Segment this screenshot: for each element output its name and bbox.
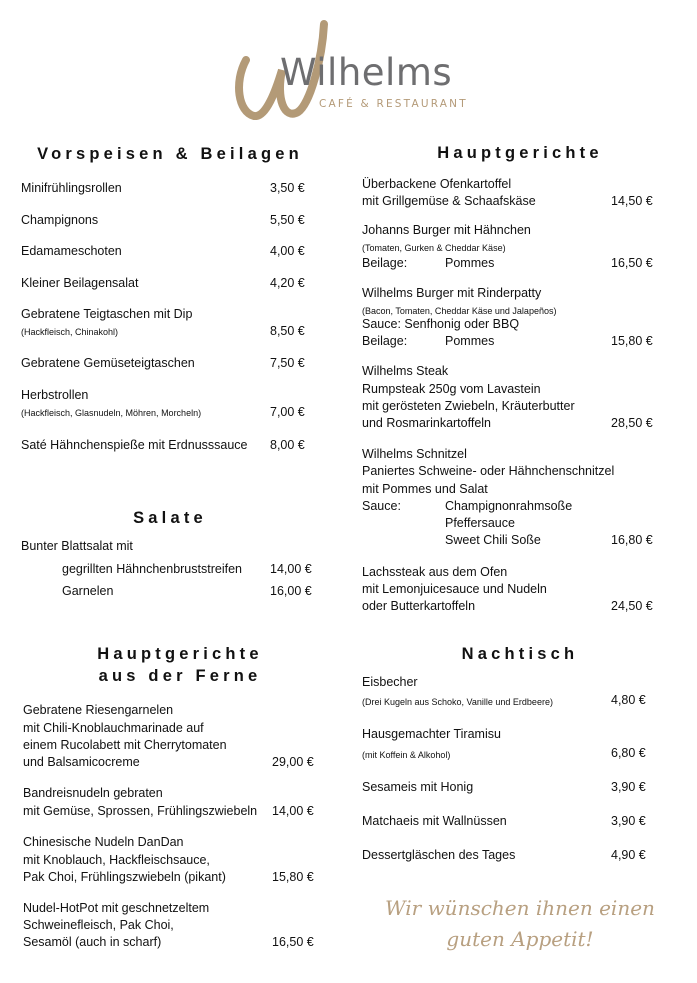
salad-name: Garnelen xyxy=(62,584,114,598)
starter-name: Gebratene Gemüseteigtaschen xyxy=(21,356,195,370)
main-sauce-label: Sauce: xyxy=(362,499,401,513)
far-main-line: Bandreisnudeln gebraten xyxy=(23,786,163,800)
starter-name: Herbstrollen xyxy=(21,388,89,402)
dessert-price: 3,90 € xyxy=(611,814,646,828)
far-main-price: 29,00 € xyxy=(272,755,314,769)
starter-price: 4,20 € xyxy=(270,276,305,290)
starter-price: 4,00 € xyxy=(270,244,305,258)
dessert-price: 4,80 € xyxy=(611,693,646,707)
closing-line1: Wir wünschen ihnen einen xyxy=(385,896,655,920)
dessert-price: 6,80 € xyxy=(611,746,646,760)
heading-far-mains-line1: Hauptgerichte xyxy=(97,645,263,663)
brand-logo xyxy=(232,20,482,120)
main-line: Rumpsteak 250g vom Lavastein xyxy=(362,382,541,396)
main-sauce-option: Champignonrahmsoße xyxy=(445,499,573,513)
far-main-price: 15,80 € xyxy=(272,870,314,884)
main-note: (Tomaten, Gurken & Cheddar Käse) xyxy=(362,243,506,253)
logo-wordmark: Wilhelms xyxy=(280,51,453,94)
dessert-note: (mit Koffein & Alkohol) xyxy=(362,750,451,760)
main-price: 16,50 € xyxy=(611,256,653,270)
main-line: mit Grillgemüse & Schaafskäse xyxy=(362,194,536,208)
starter-name: Champignons xyxy=(21,213,99,227)
salad-intro: Bunter Blattsalat mit xyxy=(21,539,133,553)
far-main-line: Gebratene Riesengarnelen xyxy=(23,703,174,717)
starter-name: Edamameschoten xyxy=(21,244,122,258)
main-note: (Bacon, Tomaten, Cheddar Käse und Jalapeños) xyxy=(362,306,557,316)
main-price: 28,50 € xyxy=(611,416,653,430)
main-line: oder Butterkartoffeln xyxy=(362,599,476,613)
starter-price: 7,50 € xyxy=(270,356,305,370)
main-line: mit gerösteten Zwiebeln, Kräuterbutter xyxy=(362,399,575,413)
far-main-line: mit Gemüse, Sprossen, Frühlingszwiebeln xyxy=(23,804,258,818)
logo-subtitle: CAFÉ & RESTAURANT xyxy=(319,98,468,110)
main-line: und Rosmarinkartoffeln xyxy=(362,416,492,430)
main-price: 24,50 € xyxy=(611,599,653,613)
far-main-line: und Balsamicocreme xyxy=(23,755,140,769)
far-main-line: Chinesische Nudeln DanDan xyxy=(23,835,184,849)
main-sauce-option: Sweet Chili Soße xyxy=(445,533,541,547)
main-line: Wilhelms Steak xyxy=(362,364,449,378)
main-line: mit Pommes und Salat xyxy=(362,482,488,496)
salad-name: gegrillten Hähnchenbruststreifen xyxy=(62,562,242,576)
salad-price: 16,00 € xyxy=(270,584,312,598)
far-main-line: Pak Choi, Frühlingszwiebeln (pikant) xyxy=(23,870,226,884)
dessert-price: 3,90 € xyxy=(611,780,646,794)
main-side-value: Pommes xyxy=(445,256,495,270)
main-line: Paniertes Schweine- oder Hähnchenschnitzel xyxy=(362,464,615,478)
heading-salads: Salate xyxy=(133,509,207,527)
main-line: mit Lemonjuicesauce und Nudeln xyxy=(362,582,547,596)
starter-note: (Hackfleisch, Chinakohl) xyxy=(21,327,119,337)
closing-line2: guten Appetit! xyxy=(446,927,594,951)
dessert-price: 4,90 € xyxy=(611,848,646,862)
dessert-name: Eisbecher xyxy=(362,675,418,689)
starter-name: Gebratene Teigtaschen mit Dip xyxy=(21,307,193,321)
main-line: Überbackene Ofenkartoffel xyxy=(362,177,512,191)
far-main-line: Schweinefleisch, Pak Choi, xyxy=(23,918,174,932)
main-side-label: Beilage: xyxy=(362,256,408,270)
main-price: 16,80 € xyxy=(611,533,653,547)
dessert-name: Sesameis mit Honig xyxy=(362,780,474,794)
far-main-line: mit Knoblauch, Hackfleischsauce, xyxy=(23,853,210,867)
far-main-line: Nudel-HotPot mit geschnetzeltem xyxy=(23,901,210,915)
starter-name: Kleiner Beilagensalat xyxy=(21,276,139,290)
starter-price: 5,50 € xyxy=(270,213,305,227)
main-side-label: Beilage: xyxy=(362,334,408,348)
main-side-value: Pommes xyxy=(445,334,495,348)
starter-price: 3,50 € xyxy=(270,181,305,195)
starter-name: Minifrühlingsrollen xyxy=(21,181,122,195)
main-sauce-option: Pfeffersauce xyxy=(445,516,515,530)
heading-starters: Vorspeisen & Beilagen xyxy=(37,145,303,163)
starter-price: 8,50 € xyxy=(270,324,305,338)
heading-far-mains-line2: aus der Ferne xyxy=(98,667,262,685)
far-main-line: mit Chili-Knoblauchmarinade auf xyxy=(23,721,204,735)
far-main-price: 14,00 € xyxy=(272,804,314,818)
main-line: Wilhelms Schnitzel xyxy=(362,447,467,461)
main-price: 14,50 € xyxy=(611,194,653,208)
starter-note: (Hackfleisch, Glasnudeln, Möhren, Morcheln) xyxy=(21,408,202,418)
dessert-name: Matchaeis mit Wallnüssen xyxy=(362,814,507,828)
starter-price: 7,00 € xyxy=(270,405,305,419)
starter-name: Saté Hähnchenspieße mit Erdnusssauce xyxy=(21,438,248,452)
starter-price: 8,00 € xyxy=(270,438,305,452)
heading-mains: Hauptgerichte xyxy=(437,144,603,162)
main-line: Sauce: Senfhonig oder BBQ xyxy=(362,317,520,331)
far-main-line: einem Rucolabett mit Cherrytomaten xyxy=(23,738,227,752)
main-price: 15,80 € xyxy=(611,334,653,348)
main-line: Johanns Burger mit Hähnchen xyxy=(362,223,531,237)
dessert-name: Hausgemachter Tiramisu xyxy=(362,727,501,741)
dessert-name: Dessertgläschen des Tages xyxy=(362,848,516,862)
far-main-price: 16,50 € xyxy=(272,935,314,949)
far-main-line: Sesamöl (auch in scharf) xyxy=(23,935,162,949)
heading-dessert: Nachtisch xyxy=(461,645,579,663)
dessert-note: (Drei Kugeln aus Schoko, Vanille und Erdbeere) xyxy=(362,697,553,707)
main-line: Lachssteak aus dem Ofen xyxy=(362,565,508,579)
main-line: Wilhelms Burger mit Rinderpatty xyxy=(362,286,542,300)
salad-price: 14,00 € xyxy=(270,562,312,576)
